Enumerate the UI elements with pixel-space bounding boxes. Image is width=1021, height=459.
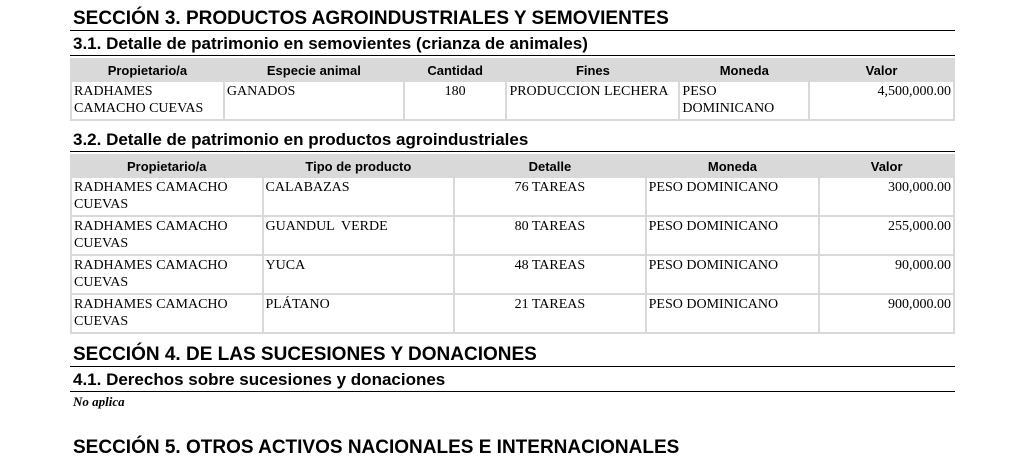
cell-value: 4,500,000.00 xyxy=(810,82,953,119)
subsection-3-2-title: 3.2. Detalle de patrimonio en productos agroindustriales xyxy=(70,127,955,152)
col-header: Tipo de producto xyxy=(264,156,454,176)
cell-detail: 76 TAREAS xyxy=(455,178,644,215)
cell-species: GANADOS xyxy=(225,82,403,119)
col-header: Fines xyxy=(507,60,678,80)
table-row xyxy=(72,256,953,293)
cell-currency: PESO DOMINICANO xyxy=(680,82,808,119)
cell-currency: PESO DOMINICANO xyxy=(647,295,819,332)
agroindustriales-table xyxy=(70,154,955,334)
cell-value: 90,000.00 xyxy=(820,256,953,293)
table-row xyxy=(72,295,953,332)
cell-owner: RADHAMES CAMACHO CUEVAS xyxy=(72,82,223,119)
cell-value: 255,000.00 xyxy=(820,217,953,254)
cell-product: YUCA xyxy=(264,256,454,293)
cell-product: CALABAZAS xyxy=(264,178,454,215)
cell-owner: RADHAMES CAMACHO CUEVAS xyxy=(72,217,262,254)
table-header-row xyxy=(72,60,953,80)
cell-owner: RADHAMES CAMACHO CUEVAS xyxy=(72,295,262,332)
section-5-title: SECCIÓN 5. OTROS ACTIVOS NACIONALES E INTERNACIONALES xyxy=(73,437,680,458)
col-header: Moneda xyxy=(647,156,819,176)
cell-currency: PESO DOMINICANO xyxy=(647,178,819,215)
cell-owner: RADHAMES CAMACHO CUEVAS xyxy=(72,256,262,293)
col-header: Valor xyxy=(820,156,953,176)
col-header: Propietario/a xyxy=(72,60,223,80)
table-header-row xyxy=(72,156,953,176)
cell-owner: RADHAMES CAMACHO CUEVAS xyxy=(72,178,262,215)
col-header: Propietario/a xyxy=(72,156,262,176)
table-row xyxy=(72,82,953,119)
cell-detail: 80 TAREAS xyxy=(455,217,644,254)
semovientes-table xyxy=(70,58,955,121)
cell-quantity: 180 xyxy=(405,82,506,119)
section-4-title: SECCIÓN 4. DE LAS SUCESIONES Y DONACIONES xyxy=(70,334,955,367)
cell-detail: 21 TAREAS xyxy=(455,295,644,332)
table-row xyxy=(72,178,953,215)
section-3-title: SECCIÓN 3. PRODUCTOS AGROINDUSTRIALES Y SEMOVIENTES xyxy=(70,0,955,31)
cell-purpose: PRODUCCION LECHERA xyxy=(507,82,678,119)
col-header: Valor xyxy=(810,60,953,80)
col-header: Especie animal xyxy=(225,60,403,80)
col-header: Moneda xyxy=(680,60,808,80)
col-header: Detalle xyxy=(455,156,644,176)
cell-detail: 48 TAREAS xyxy=(455,256,644,293)
col-header: Cantidad xyxy=(405,60,506,80)
no-aplica-note: No aplica xyxy=(73,394,125,409)
table-row xyxy=(72,217,953,254)
cell-product: PLÁTANO xyxy=(264,295,454,332)
cell-value: 900,000.00 xyxy=(820,295,953,332)
document-page xyxy=(70,0,955,410)
subsection-3-1-title: 3.1. Detalle de patrimonio en semovientes (crianza de animales) xyxy=(70,31,955,56)
subsection-4-1-title: 4.1. Derechos sobre sucesiones y donaciones xyxy=(70,367,955,392)
cell-currency: PESO DOMINICANO xyxy=(647,256,819,293)
cell-value: 300,000.00 xyxy=(820,178,953,215)
cell-product: GUANDUL VERDE xyxy=(264,217,454,254)
cell-currency: PESO DOMINICANO xyxy=(647,217,819,254)
